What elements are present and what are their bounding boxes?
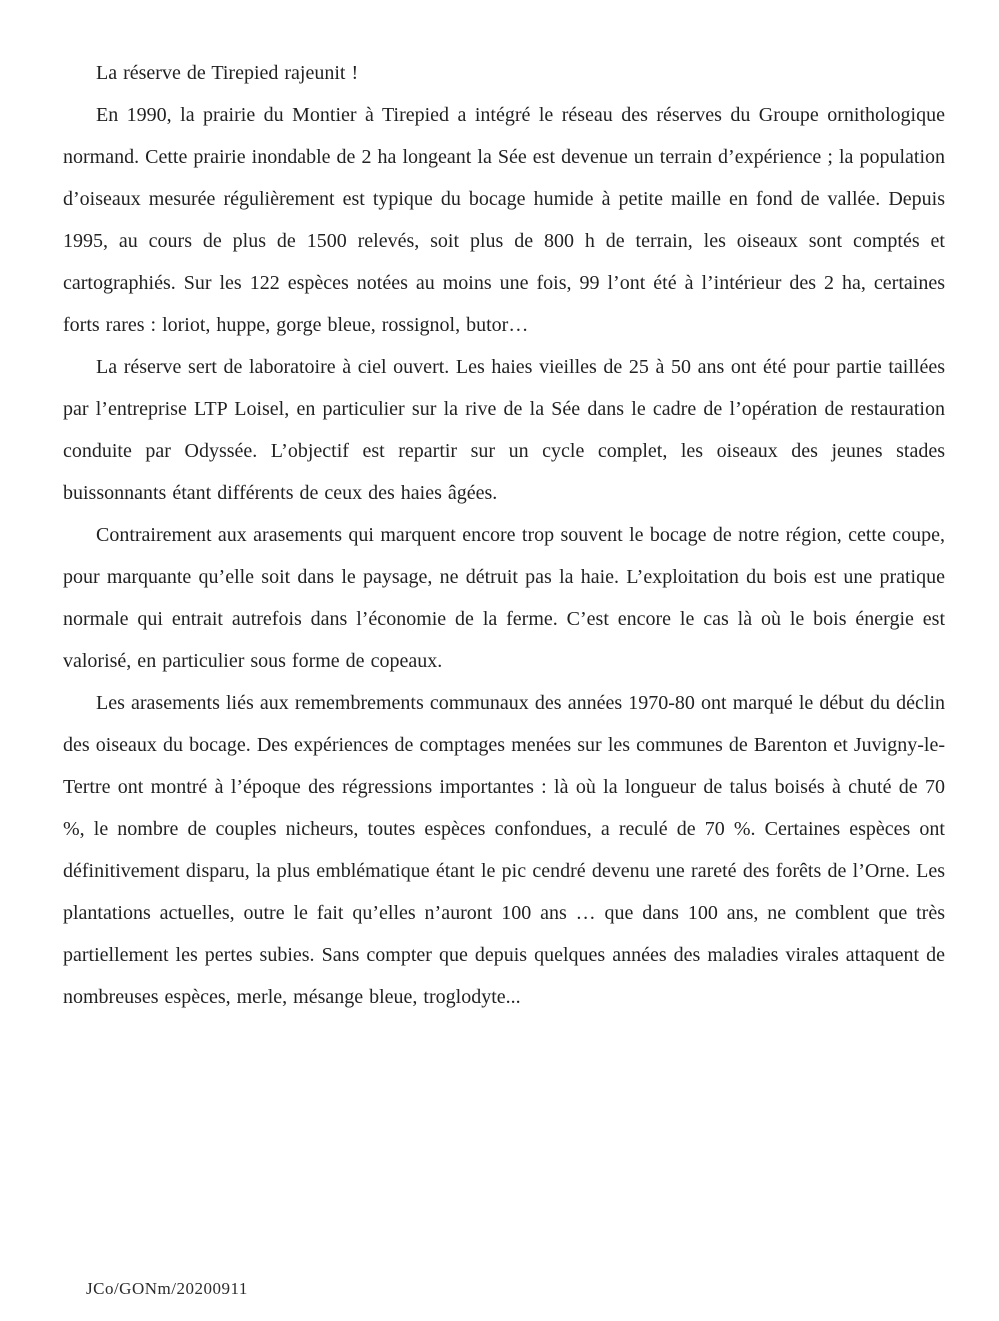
document-body xyxy=(63,52,945,1018)
paragraph-3: Contrairement aux arasements qui marquent encore trop souvent le bocage de notre région, cette coupe, pour marquante qu’elle soit dans le paysage, ne détruit pas la haie. L’exploitation du bois est une pratique normale qui entrait autrefois dans l’économie de la ferme. C’est encore le cas là où le bois énergie est valorisé, en particulier sous forme de copeaux. xyxy=(63,524,945,672)
paragraph-2: La réserve sert de laboratoire à ciel ouvert. Les haies vieilles de 25 à 50 ans ont été pour partie taillées par l’entreprise LTP Loisel, en particulier sur la rive de la Sée dans le cadre de l’opération de restauration conduite par Odyssée. L’objectif est repartir sur un cycle complet, les oiseaux des jeunes stades buissonnants étant différents de ceux des haies âgées. xyxy=(63,356,945,504)
paragraph-1: En 1990, la prairie du Montier à Tirepied a intégré le réseau des réserves du Groupe ornithologique normand. Cette prairie inondable de 2 ha longeant la Sée est devenue un terrain d’expérience ; la population d’oiseaux mesurée régulièrement est typique du bocage humide à petite maille en fond de vallée. Depuis 1995, au cours de plus de 1500 relevés, soit plus de 800 h de terrain, les oiseaux sont comptés et cartographiés. Sur les 122 espèces notées au moins une fois, 99 l’ont été à l’intérieur des 2 ha, certaines forts rares : loriot, huppe, gorge bleue, rossignol, butor… xyxy=(63,104,945,336)
footer-reference: JCo/GONm/20200911 xyxy=(86,1279,248,1298)
document-title: La réserve de Tirepied rajeunit ! xyxy=(96,62,359,84)
paragraph-4: Les arasements liés aux remembrements communaux des années 1970-80 ont marqué le début du déclin des oiseaux du bocage. Des expériences de comptages menées sur les communes de Barenton et Juvigny-le-Tertre ont montré à l’époque des régressions importantes : là où la longueur de talus boisés à chuté de 70 %, le nombre de couples nicheurs, toutes espèces confondues, a reculé de 70 %. Certaines espèces ont définitivement disparu, la plus emblématique étant le pic cendré devenu une rareté des forêts de l’Orne. Les plantations actuelles, outre le fait qu’elles n’auront 100 ans … que dans 100 ans, ne comblent que très partiellement les pertes subies. Sans compter que depuis quelques années des maladies virales attaquent de nombreuses espèces, merle, mésange bleue, troglodyte... xyxy=(63,692,945,1008)
